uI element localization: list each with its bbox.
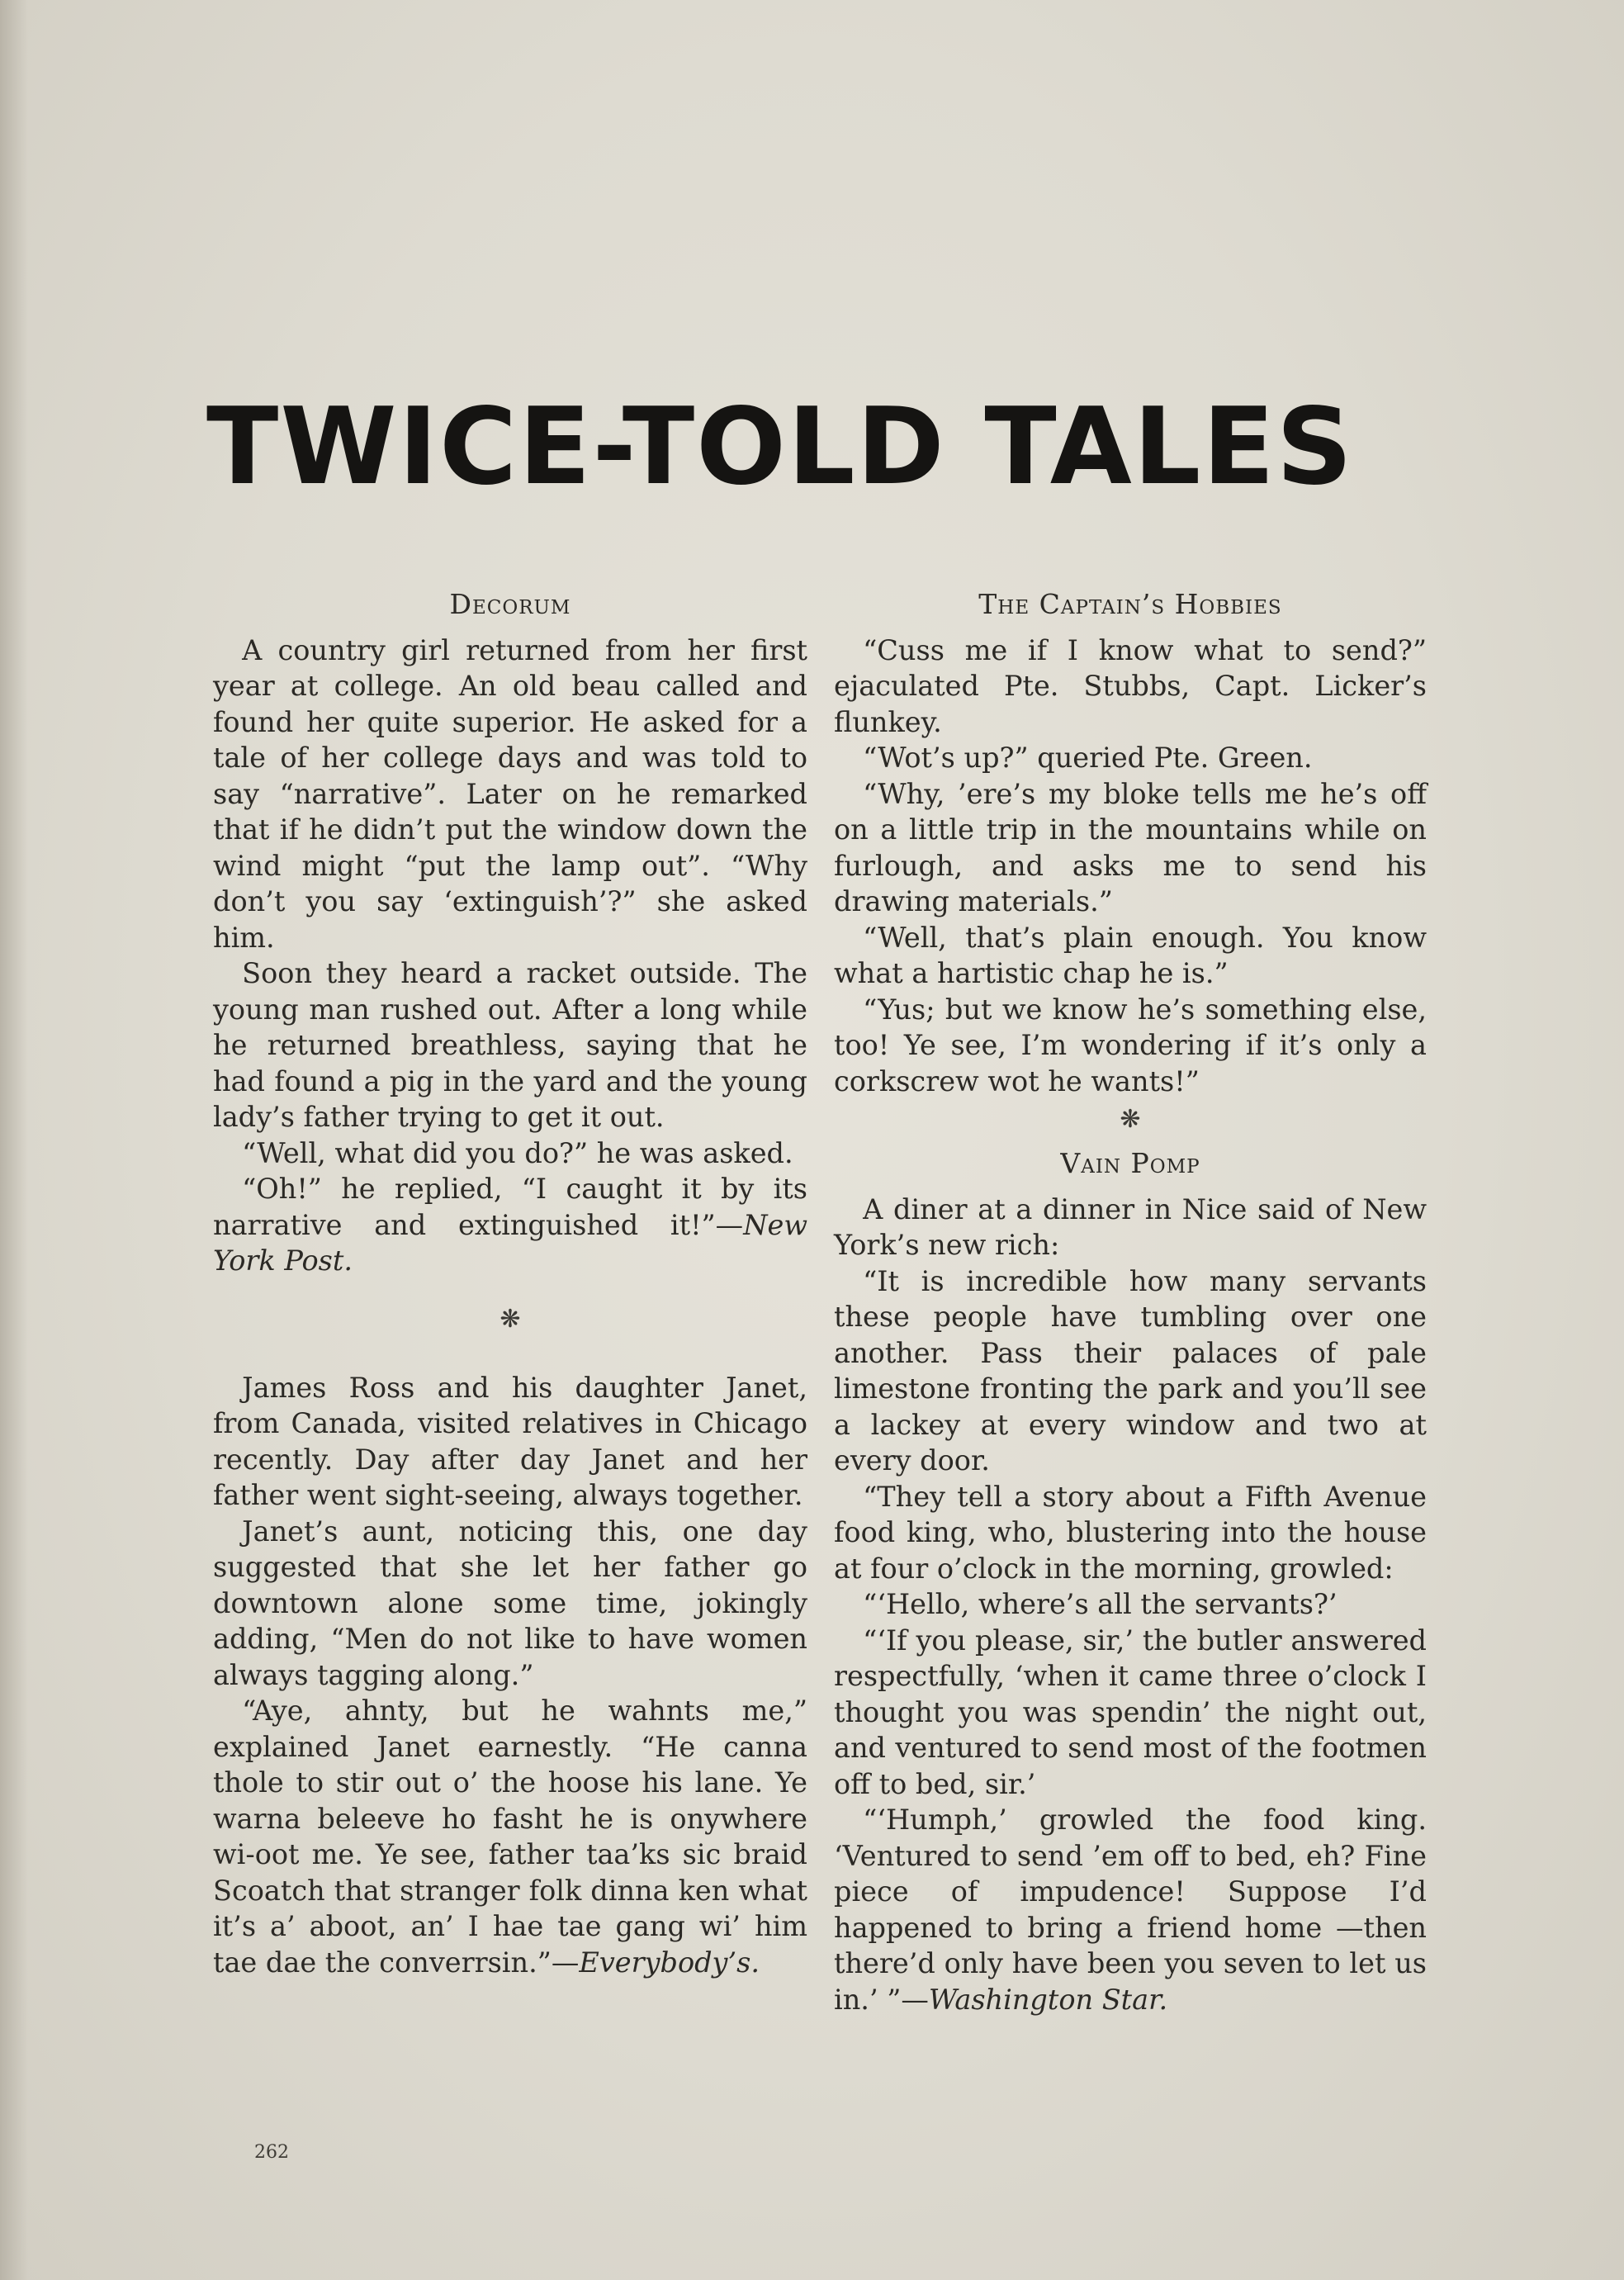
- pomp-paragraph-2: “It is incredible how many servants these people have tumbling over one another. Pass their palaces of pale limestone fronting the park and you’ll see a lackey at every window and two at every door.: [834, 1264, 1427, 1477]
- hobbies-paragraph-1: “Cuss me if I know what to send?” ejaculated Pte. Stubbs, Capt. Licker’s flunkey.: [834, 633, 1427, 738]
- heading-decorum: Decorum: [449, 588, 571, 620]
- hobbies-paragraph-2: “Wot’s up?” queried Pte. Green.: [863, 742, 1313, 774]
- source-everybodys: Everybody’s.: [579, 1946, 760, 1979]
- pomp-paragraph-1: A diner at a dinner in Nice said of New York’s new rich:: [834, 1192, 1427, 1261]
- pomp-paragraph-3: “They tell a story about a Fifth Avenue food king, who, blustering into the house at four o’clock in the morning, growled:: [834, 1480, 1427, 1585]
- section-separator-right: ❋: [1120, 1105, 1141, 1134]
- section-separator-left: ❋: [500, 1304, 521, 1334]
- right-column: [834, 586, 1427, 2017]
- janet-paragraph-2: Janet’s aunt, noticing this, one day suggested that she let her father go downtown alone some time, jokingly adding, “Men do not like to have women always tagging along.”: [213, 1514, 807, 1691]
- janet-paragraph-3: [213, 1693, 807, 1980]
- gutter-shadow: [0, 0, 28, 2280]
- decorum-paragraph-1: A country girl returned from her first year at college. An old beau called and found her quite superior. He asked for a tale of her college days and was told to say “narrative”. Later on he remarked that if he didn’t put the window down the wind might “put the lamp out”. “Why don’t you say ‘extinguish’?” she asked him.: [213, 633, 807, 954]
- pomp-paragraph-5: “‘If you please, sir,’ the butler answered respectfully, ‘when it came three o’clock I thought you was spendin’ the night out, and ventured to send most of the footmen off to bed, sir.’: [834, 1623, 1427, 1800]
- heading-vain-pomp: Vain Pomp: [1060, 1147, 1200, 1179]
- decorum-paragraph-4-text: “Oh!” he replied, “I caught it by its narrative and extinguished it!”—: [213, 1173, 807, 1241]
- left-column: [213, 586, 807, 1980]
- pomp-paragraph-6: [834, 1802, 1427, 2017]
- heading-captains-hobbies: The Captain’s Hobbies: [978, 588, 1282, 620]
- source-new-york-post: New York Post.: [213, 1208, 807, 1277]
- page-title: TWICE-TOLD TALES: [206, 386, 1354, 509]
- hobbies-paragraph-5: “Yus; but we know he’s something else, too! Ye see, I’m wondering if it’s only a corkscrew wot he wants!”: [834, 993, 1427, 1097]
- page-number: 262: [254, 2142, 289, 2163]
- decorum-paragraph-4: [213, 1171, 807, 1279]
- janet-paragraph-3-text: “Aye, ahnty, but he wahnts me,” explained Janet earnestly. “He canna thole to stir out o’ the hoose his lane. Ye warna beleeve ho fasht he is onywhere wi-oot me. Ye see, father taa’ks sic braid Scoatch that stranger folk dinna ken what it’s a’ aboot, an’ I hae tae gang wi’ him tae dae the converrsin.”—: [213, 1695, 807, 1979]
- janet-paragraph-1: James Ross and his daughter Janet, from Canada, visited relatives in Chicago recently. Day after day Janet and her father went sight-seeing, always together.: [213, 1371, 807, 1511]
- hobbies-paragraph-4: “Well, that’s plain enough. You know what a hartistic chap he is.”: [834, 921, 1427, 989]
- hobbies-paragraph-3: “Why, ’ere’s my bloke tells me he’s off on a little trip in the mountains while on furlough, and asks me to send his drawing materials.”: [834, 777, 1427, 917]
- pomp-paragraph-6-text: “‘Humph,’ growled the food king. ‘Ventured to send ’em off to bed, eh? Fine piece of impudence! Suppose I’d happened to bring a friend home —then there’d only have been you seven to let us in.’ ”—: [834, 1804, 1427, 2016]
- decorum-paragraph-3: “Well, what did you do?” he was asked.: [242, 1136, 793, 1169]
- decorum-paragraph-2: Soon they heard a racket outside. The young man rushed out. After a long while he returned breathless, saying that he had found a pig in the yard and the young lady’s father trying to get it out.: [213, 957, 807, 1133]
- source-washington-star: Washington Star.: [928, 1983, 1168, 2016]
- pomp-paragraph-4: “‘Hello, where’s all the servants?’: [863, 1588, 1338, 1620]
